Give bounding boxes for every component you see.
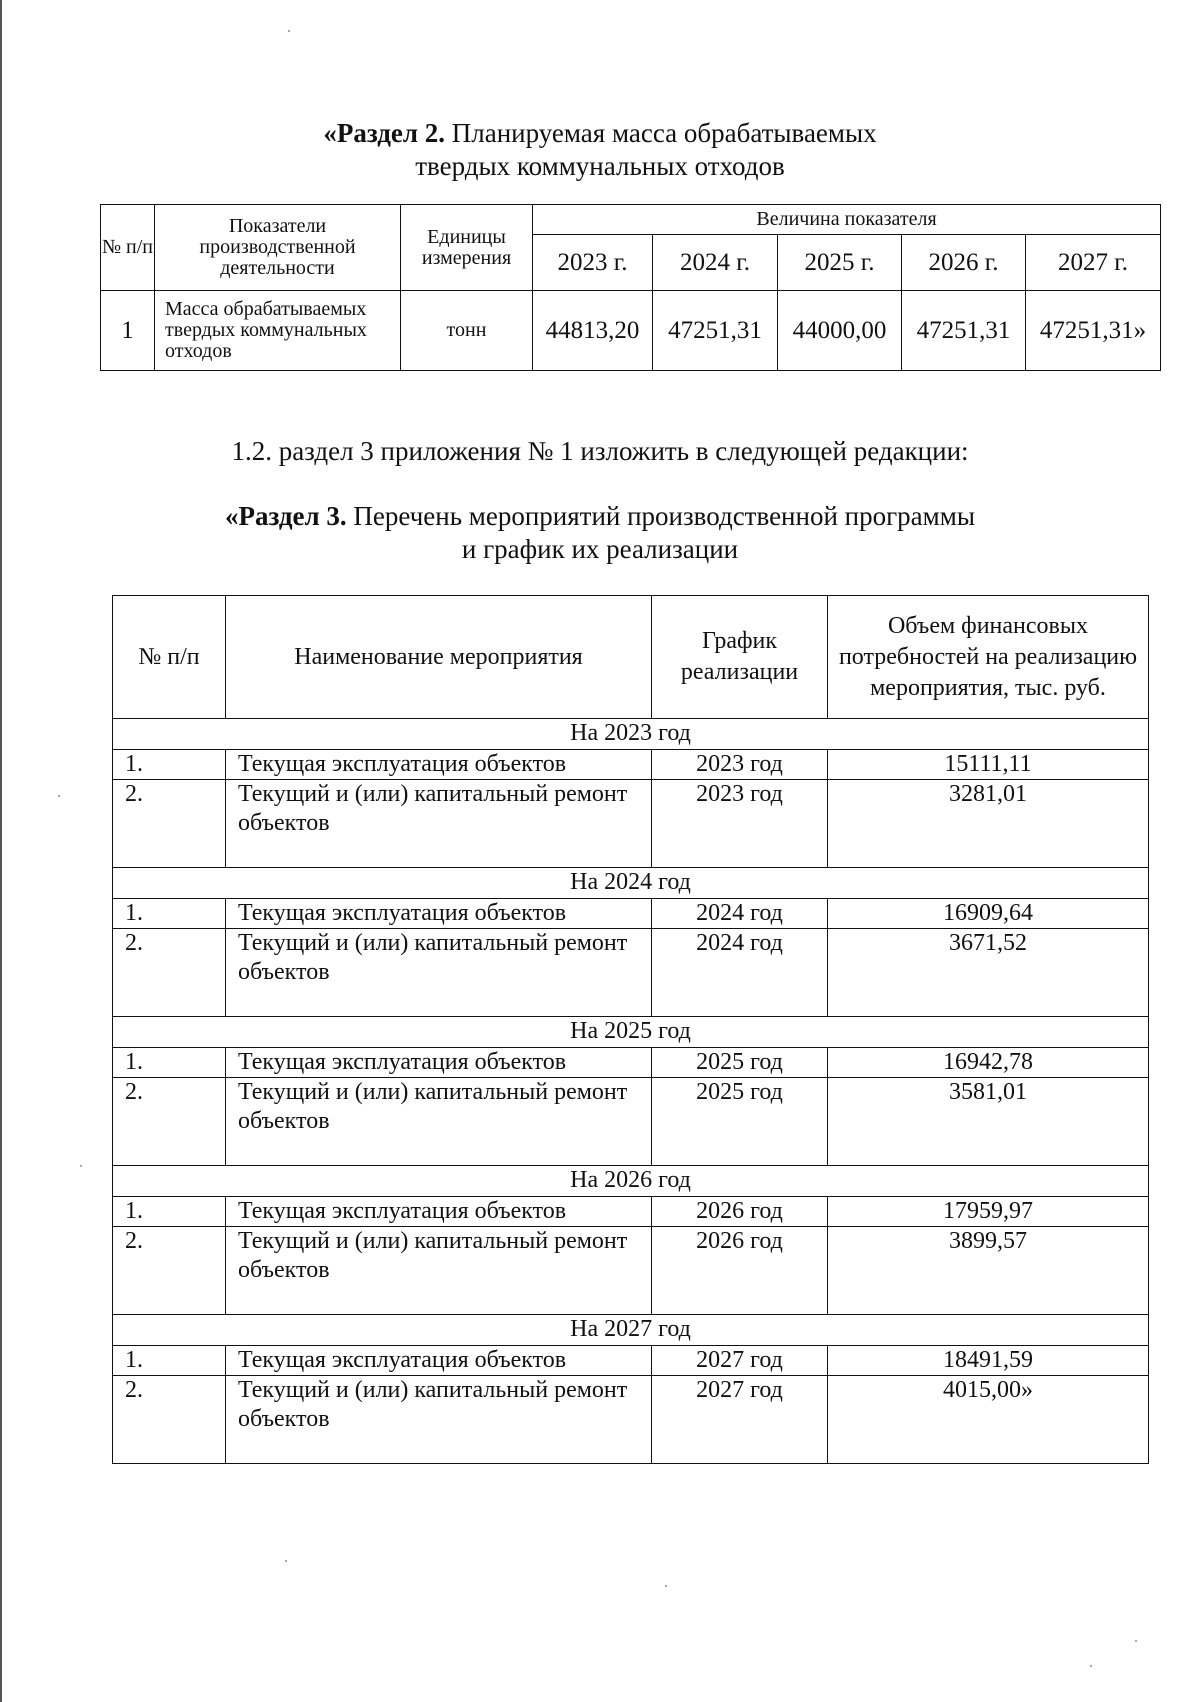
table-row (113, 1376, 1149, 1464)
table-row (113, 780, 1149, 868)
scan-speck (1135, 1640, 1137, 1642)
row-amount: 16909,64 (828, 899, 1149, 929)
row-amount: 3281,01 (828, 780, 1149, 868)
row-no: 1. (113, 1197, 226, 1227)
section2-title-line2: твердых коммунальных отходов (415, 151, 785, 181)
year-group-label: На 2023 год (113, 719, 1149, 750)
row-name: Текущий и (или) капитальный ремонт объектов (226, 1376, 652, 1464)
col-header-no: № п/п (113, 596, 226, 719)
scan-speck (58, 795, 60, 797)
row-schedule: 2025 год (652, 1048, 828, 1078)
table-row (113, 1227, 1149, 1315)
row-schedule: 2027 год (652, 1346, 828, 1376)
section2-title-bold: «Раздел 2. (323, 118, 446, 148)
row-value: 47251,31 (902, 291, 1026, 371)
section2-table (100, 204, 1161, 371)
row-schedule: 2024 год (652, 899, 828, 929)
section3-table (112, 595, 1149, 1464)
scan-speck (285, 1560, 287, 1562)
row-no: 1. (113, 1048, 226, 1078)
row-amount: 4015,00» (828, 1376, 1149, 1464)
row-no: 1. (113, 750, 226, 780)
col-header-finance: Объем финансовых потребностей на реализацию мероприятия, тыс. руб. (828, 596, 1149, 719)
table-row (113, 1197, 1149, 1227)
year-group-label: На 2024 год (113, 868, 1149, 899)
scan-speck (665, 1585, 667, 1587)
scan-speck (80, 1165, 82, 1167)
year-group-label: На 2026 год (113, 1166, 1149, 1197)
scan-page-edge (0, 0, 2, 1702)
col-header-indicator: Показатели производственной деятельности (155, 205, 401, 291)
row-amount: 15111,11 (828, 750, 1149, 780)
table-row (113, 1048, 1149, 1078)
row-amount: 3899,57 (828, 1227, 1149, 1315)
section3-header-row (113, 596, 1149, 719)
col-header-no: № п/п (101, 205, 155, 291)
year-header: 2024 г. (653, 235, 778, 291)
table-row (113, 929, 1149, 1017)
row-schedule: 2023 год (652, 750, 828, 780)
year-header: 2027 г. (1026, 235, 1161, 291)
row-schedule: 2025 год (652, 1078, 828, 1166)
section3-title-line2: и график их реализации (461, 534, 739, 564)
section3-title (0, 500, 1200, 533)
row-value: 44813,20 (533, 291, 653, 371)
row-schedule: 2026 год (652, 1197, 828, 1227)
table-row (101, 291, 1161, 371)
row-schedule: 2023 год (652, 780, 828, 868)
row-schedule: 2024 год (652, 929, 828, 1017)
row-name: Текущий и (или) капитальный ремонт объектов (226, 780, 652, 868)
row-name: Текущий и (или) капитальный ремонт объектов (226, 929, 652, 1017)
section2-title-rest: Планируемая масса обрабатываемых (445, 118, 877, 148)
section3-table-body (113, 719, 1149, 1464)
year-group-label: На 2027 год (113, 1315, 1149, 1346)
row-amount: 3671,52 (828, 929, 1149, 1017)
section2-title (0, 117, 1200, 150)
col-header-name: Наименование мероприятия (226, 596, 652, 719)
row-unit: тонн (401, 291, 533, 371)
year-group-label: На 2025 год (113, 1017, 1149, 1048)
row-name: Текущий и (или) капитальный ремонт объектов (226, 1227, 652, 1315)
row-amount: 17959,97 (828, 1197, 1149, 1227)
row-value: 47251,31 (653, 291, 778, 371)
row-schedule: 2027 год (652, 1376, 828, 1464)
section3-title-rest: Перечень мероприятий производственной программы (346, 501, 975, 531)
row-name: Текущая эксплуатация объектов (226, 750, 652, 780)
row-no: 2. (113, 1376, 226, 1464)
section2-header-row-1 (101, 205, 1161, 235)
row-name: Текущая эксплуатация объектов (226, 1048, 652, 1078)
row-indicator: Масса обрабатываемых твердых коммунальных отходов (155, 291, 401, 371)
year-group-row (113, 868, 1149, 899)
year-header: 2026 г. (902, 235, 1026, 291)
year-group-row (113, 1166, 1149, 1197)
col-header-value: Величина показателя (533, 205, 1161, 235)
amendment-paragraph: 1.2. раздел 3 приложения № 1 изложить в следующей редакции: (231, 436, 969, 466)
scan-speck (1090, 1665, 1092, 1667)
scan-speck (288, 30, 290, 32)
row-no: 1. (113, 899, 226, 929)
year-group-row (113, 719, 1149, 750)
row-no: 1 (101, 291, 155, 371)
row-value: 44000,00 (778, 291, 902, 371)
row-amount: 18491,59 (828, 1346, 1149, 1376)
row-value: 47251,31» (1026, 291, 1161, 371)
row-no: 1. (113, 1346, 226, 1376)
row-amount: 3581,01 (828, 1078, 1149, 1166)
year-group-row (113, 1315, 1149, 1346)
year-header: 2023 г. (533, 235, 653, 291)
year-group-row (113, 1017, 1149, 1048)
row-amount: 16942,78 (828, 1048, 1149, 1078)
row-no: 2. (113, 1227, 226, 1315)
row-name: Текущая эксплуатация объектов (226, 1346, 652, 1376)
table-row (113, 1346, 1149, 1376)
row-no: 2. (113, 1078, 226, 1166)
row-name: Текущая эксплуатация объектов (226, 1197, 652, 1227)
table-row (113, 899, 1149, 929)
section3-title-bold: «Раздел 3. (225, 501, 347, 531)
row-name: Текущий и (или) капитальный ремонт объектов (226, 1078, 652, 1166)
row-schedule: 2026 год (652, 1227, 828, 1315)
table-row (113, 1078, 1149, 1166)
table-row (113, 750, 1149, 780)
row-name: Текущая эксплуатация объектов (226, 899, 652, 929)
row-no: 2. (113, 929, 226, 1017)
row-no: 2. (113, 780, 226, 868)
col-header-unit: Единицы измерения (401, 205, 533, 291)
year-header: 2025 г. (778, 235, 902, 291)
col-header-schedule: График реализации (652, 596, 828, 719)
